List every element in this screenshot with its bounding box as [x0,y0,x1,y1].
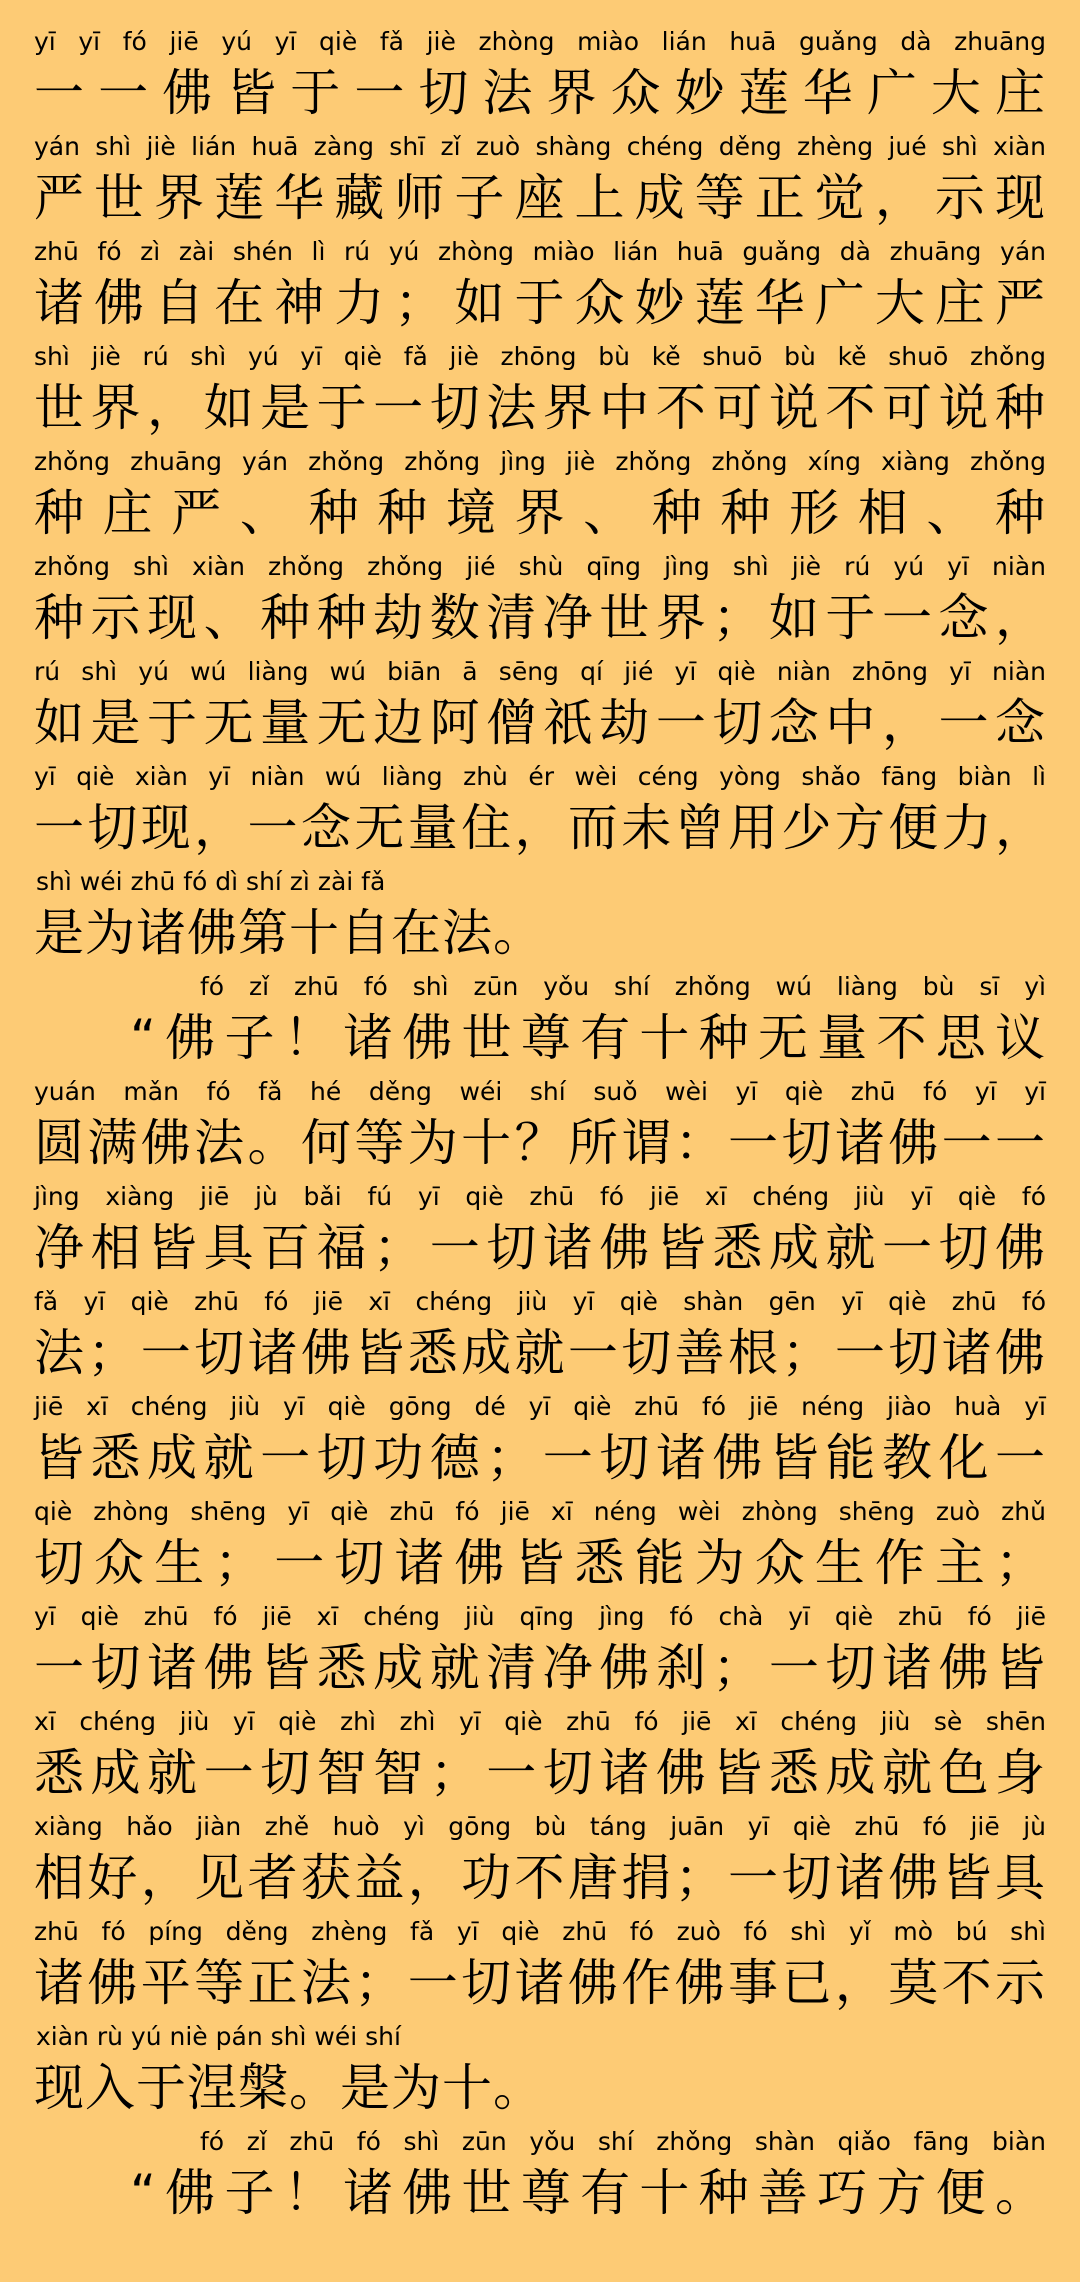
text-line-14 [0,1387,1080,1492]
text-line-13 [0,1282,1080,1387]
hanzi-row: 是为诸佛第十自在法。 [34,904,544,962]
hanzi-row: 如是于无量无边阿僧祇劫一切念中，一念 [34,694,1046,752]
pinyin-row: jìng xiàng jiē jù bǎi fú yī qiè zhū fó jiē xī chéng jiù yī qiè fó [34,1182,1046,1211]
hanzi-row: 法；一切诸佛皆悉成就一切善根；一切诸佛 [34,1324,1046,1382]
text-line-2 [0,127,1080,232]
hanzi-row: 一切现，一念无量住，而未曾用少方便力， [34,799,1046,857]
text-line-10 [0,967,1080,1072]
pinyin-row: yán shì jiè lián huā zàng shī zǐ zuò shàng chéng děng zhèng jué shì xiàn [34,132,1046,161]
text-line-11 [0,1072,1080,1177]
hanzi-row: 现入于涅槃。是为十。 [34,2059,544,2117]
hanzi-row: 诸佛平等正法；一切诸佛作佛事已，莫不示 [34,1954,1046,2012]
text-line-12 [0,1177,1080,1282]
text-line-15 [0,1492,1080,1597]
text-line-5 [0,442,1080,547]
text-line-20 [0,2017,1080,2122]
text-line-21 [0,2122,1080,2227]
pinyin-row: shì wéi zhū fó dì shí zì zài fǎ [36,867,386,896]
pinyin-row: yī yī fó jiē yú yī qiè fǎ jiè zhòng miào lián huā guǎng dà zhuāng [34,27,1046,56]
hanzi-row: 诸佛自在神力；如于众妙莲华广大庄严 [34,274,1046,332]
hanzi-row: 世界，如是于一切法界中不可说不可说种 [34,379,1046,437]
text-line-18 [0,1807,1080,1912]
text-line-3 [0,232,1080,337]
pinyin-row: qiè zhòng shēng yī qiè zhū fó jiē xī néng wèi zhòng shēng zuò zhǔ [34,1497,1046,1526]
pinyin-row: zhǒng shì xiàn zhǒng zhǒng jié shù qīng jìng shì jiè rú yú yī niàn [34,552,1046,581]
hanzi-row: 悉成就一切智智；一切诸佛皆悉成就色身 [34,1744,1046,1802]
pinyin-row: yuán mǎn fó fǎ hé děng wéi shí suǒ wèi yī qiè zhū fó yī yī [34,1077,1046,1106]
text-line-19 [0,1912,1080,2017]
hanzi-row: 一一佛皆于一切法界众妙莲华广大庄 [34,64,1046,122]
pinyin-row: xiàng hǎo jiàn zhě huò yì gōng bù táng juān yī qiè zhū fó jiē jù [34,1812,1046,1841]
pinyin-row: fó zǐ zhū fó shì zūn yǒu shí zhǒng shàn qiǎo fāng biàn [200,2127,1046,2156]
text-line-7 [0,652,1080,757]
hanzi-row: 切众生；一切诸佛皆悉能为众生作主； [34,1534,1046,1592]
hanzi-row: 一切诸佛皆悉成就清净佛刹；一切诸佛皆 [34,1639,1046,1697]
hanzi-row: “佛子！诸佛世尊有十种无量不思议 [130,1009,1046,1067]
pinyin-row: rú shì yú wú liàng wú biān ā sēng qí jié yī qiè niàn zhōng yī niàn [34,657,1046,686]
pinyin-row: jiē xī chéng jiù yī qiè gōng dé yī qiè zhū fó jiē néng jiào huà yī [34,1392,1046,1421]
pinyin-row: yī qiè xiàn yī niàn wú liàng zhù ér wèi céng yòng shǎo fāng biàn lì [34,762,1046,791]
pinyin-row: fǎ yī qiè zhū fó jiē xī chéng jiù yī qiè shàn gēn yī qiè zhū fó [34,1287,1046,1316]
hanzi-row: 种庄严、种种境界、种种形相、种 [34,484,1046,542]
text-line-16 [0,1597,1080,1702]
hanzi-row: 圆满佛法。何等为十？所谓：一切诸佛一一 [34,1114,1046,1172]
hanzi-row: 净相皆具百福；一切诸佛皆悉成就一切佛 [34,1219,1046,1277]
text-line-8 [0,757,1080,862]
pinyin-row: zhū fó zì zài shén lì rú yú zhòng miào lián huā guǎng dà zhuāng yán [34,237,1046,266]
hanzi-row: 严世界莲华藏师子座上成等正觉，示现 [34,169,1046,227]
text-line-6 [0,547,1080,652]
hanzi-row: 种示现、种种劫数清净世界；如于一念， [34,589,1046,647]
hanzi-row: 相好，见者获益，功不唐捐；一切诸佛皆具 [34,1849,1046,1907]
text-line-9 [0,862,1080,967]
pinyin-row: xī chéng jiù yī qiè zhì zhì yī qiè zhū fó jiē xī chéng jiù sè shēn [34,1707,1046,1736]
pinyin-row: xiàn rù yú niè pán shì wéi shí [36,2022,401,2051]
text-line-4 [0,337,1080,442]
pinyin-row: yī qiè zhū fó jiē xī chéng jiù qīng jìng fó chà yī qiè zhū fó jiē [34,1602,1046,1631]
pinyin-row: zhū fó píng děng zhèng fǎ yī qiè zhū fó zuò fó shì yǐ mò bú shì [34,1917,1046,1946]
hanzi-row: 皆悉成就一切功德；一切诸佛皆能教化一 [34,1429,1046,1487]
pinyin-row: fó zǐ zhū fó shì zūn yǒu shí zhǒng wú liàng bù sī yì [200,972,1046,1001]
pinyin-row: shì jiè rú shì yú yī qiè fǎ jiè zhōng bù kě shuō bù kě shuō zhǒng [34,342,1046,371]
text-line-1 [0,22,1080,127]
hanzi-row: “佛子！诸佛世尊有十种善巧方便。 [130,2164,1046,2222]
pinyin-row: zhǒng zhuāng yán zhǒng zhǒng jìng jiè zhǒng zhǒng xíng xiàng zhǒng [34,447,1046,476]
text-line-17 [0,1702,1080,1807]
